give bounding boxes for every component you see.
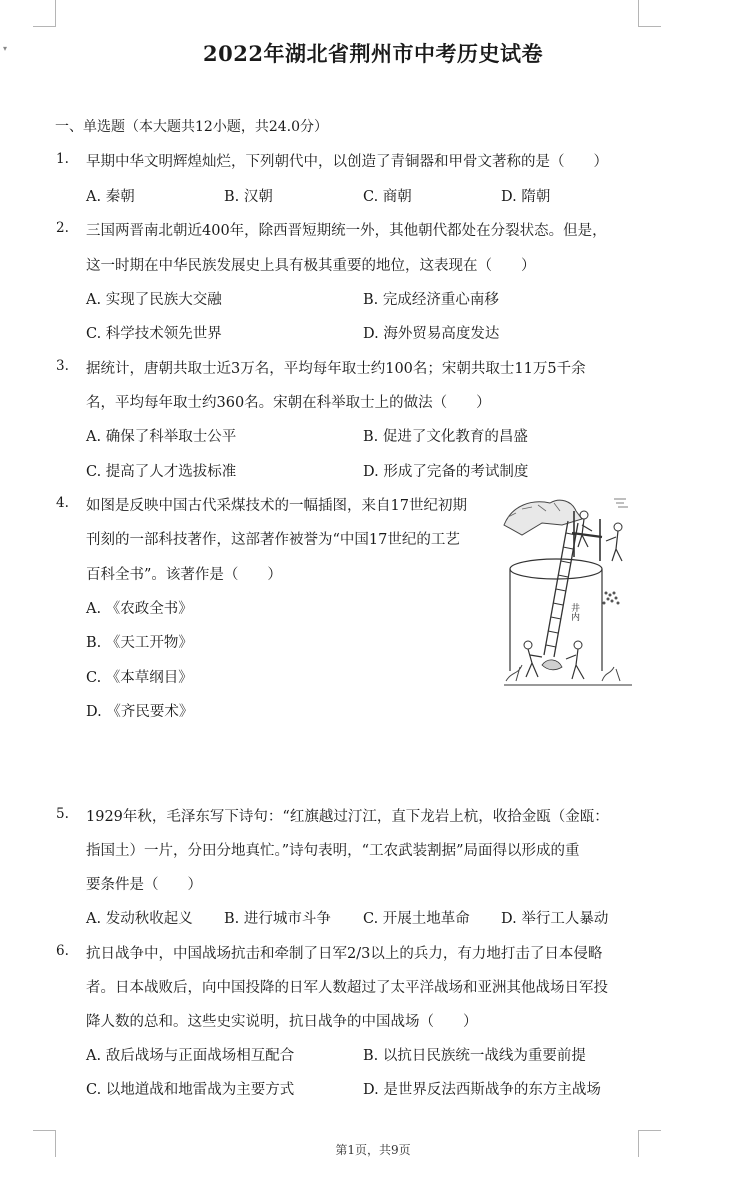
margin-marker-icon: ▾ <box>3 44 8 53</box>
question-number: 3. <box>56 358 69 374</box>
option-b: B. 以抗日民族统一战线为重要前提 <box>363 1048 586 1064</box>
option-d: D. 《齐民要术》 <box>86 704 194 720</box>
option-b: B. 汉朝 <box>224 189 273 205</box>
option-c: C. 提高了人才选拔标准 <box>86 464 237 480</box>
option-c: C. 以地道战和地雷战为主要方式 <box>86 1082 295 1098</box>
option-d: D. 海外贸易高度发达 <box>363 326 500 342</box>
crop-mark-top-left <box>33 0 56 27</box>
option-b: B. 完成经济重心南移 <box>363 292 499 308</box>
option-d: D. 隋朝 <box>501 189 551 205</box>
option-d: D. 举行工人暴动 <box>501 911 609 927</box>
question-number: 1. <box>56 151 69 167</box>
coal-mining-illustration <box>502 495 634 693</box>
question-text: 1929年秋，毛泽东写下诗句：“红旗越过汀江，直下龙岩上杭，收拾金瓯（金瓯： <box>86 809 609 825</box>
question-text: 指国土）一片，分田分地真忙。”诗句表明，“工农武装割据”局面得以形成的重 <box>86 843 580 859</box>
option-b: B. 促进了文化教育的昌盛 <box>363 429 528 445</box>
option-c: C. 开展土地革命 <box>363 911 470 927</box>
option-a: A. 确保了科举取士公平 <box>86 429 237 445</box>
question-text: 如图是反映中国古代采煤技术的一幅插图，来自17世纪初期 <box>86 498 467 514</box>
option-c: C. 科学技术领先世界 <box>86 326 222 342</box>
option-a: A. 发动秋收起义 <box>86 911 193 927</box>
question-number: 2. <box>56 220 69 236</box>
crop-mark-top-right <box>638 0 661 27</box>
question-text: 这一时期在中华民族发展史上具有极其重要的地位，这表现在（ ） <box>86 258 536 274</box>
question-text: 据统计，唐朝共取士近3万名，平均每年取士约100名；宋朝共取士11万5千余 <box>86 361 586 377</box>
question-number: 6. <box>56 943 69 959</box>
page-title: 2022年湖北省荆州市中考历史试卷 <box>203 41 543 66</box>
question-text: 降人数的总和。这些史实说明，抗日战争的中国战场（ ） <box>86 1014 478 1030</box>
question-text: 者。日本战败后，向中国投降的日军人数超过了太平洋战场和亚洲其他战场日军投 <box>86 980 608 996</box>
question-text: 早期中华文明辉煌灿烂，下列朝代中，以创造了青铜器和甲骨文著称的是（ ） <box>86 154 608 170</box>
question-text: 抗日战争中，中国战场抗击和牵制了日军2/3以上的兵力，有力地打击了日本侵略 <box>86 946 603 962</box>
option-a: A. 秦朝 <box>86 189 135 205</box>
question-text: 名，平均每年取士约360名。宋朝在科举取士上的做法（ ） <box>86 395 491 411</box>
page-footer: 第1页，共9页 <box>335 1143 411 1157</box>
option-b: B. 《天工开物》 <box>86 635 193 651</box>
question-number: 5. <box>56 806 69 822</box>
question-text: 三国两晋南北朝近400年，除西晋短期统一外，其他朝代都处在分裂状态。但是， <box>86 223 607 239</box>
option-d: D. 形成了完备的考试制度 <box>363 464 529 480</box>
option-a: A. 实现了民族大交融 <box>86 292 222 308</box>
section-heading: 一、单选题（本大题共12小题，共24.0分） <box>55 119 328 135</box>
figure-label: 井内 <box>569 603 579 621</box>
option-b: B. 进行城市斗争 <box>224 911 331 927</box>
option-d: D. 是世界反法西斯战争的东方主战场 <box>363 1082 601 1098</box>
option-c: C. 商朝 <box>363 189 412 205</box>
question-text: 刊刻的一部科技著作，这部著作被誉为“中国17世纪的工艺 <box>86 532 460 548</box>
option-a: A. 《农政全书》 <box>86 601 193 617</box>
option-a: A. 敌后战场与正面战场相互配合 <box>86 1048 295 1064</box>
option-c: C. 《本草纲目》 <box>86 670 193 686</box>
question-text: 百科全书”。该著作是（ ） <box>86 567 282 583</box>
question-text: 要条件是（ ） <box>86 877 202 893</box>
question-number: 4. <box>56 495 69 511</box>
